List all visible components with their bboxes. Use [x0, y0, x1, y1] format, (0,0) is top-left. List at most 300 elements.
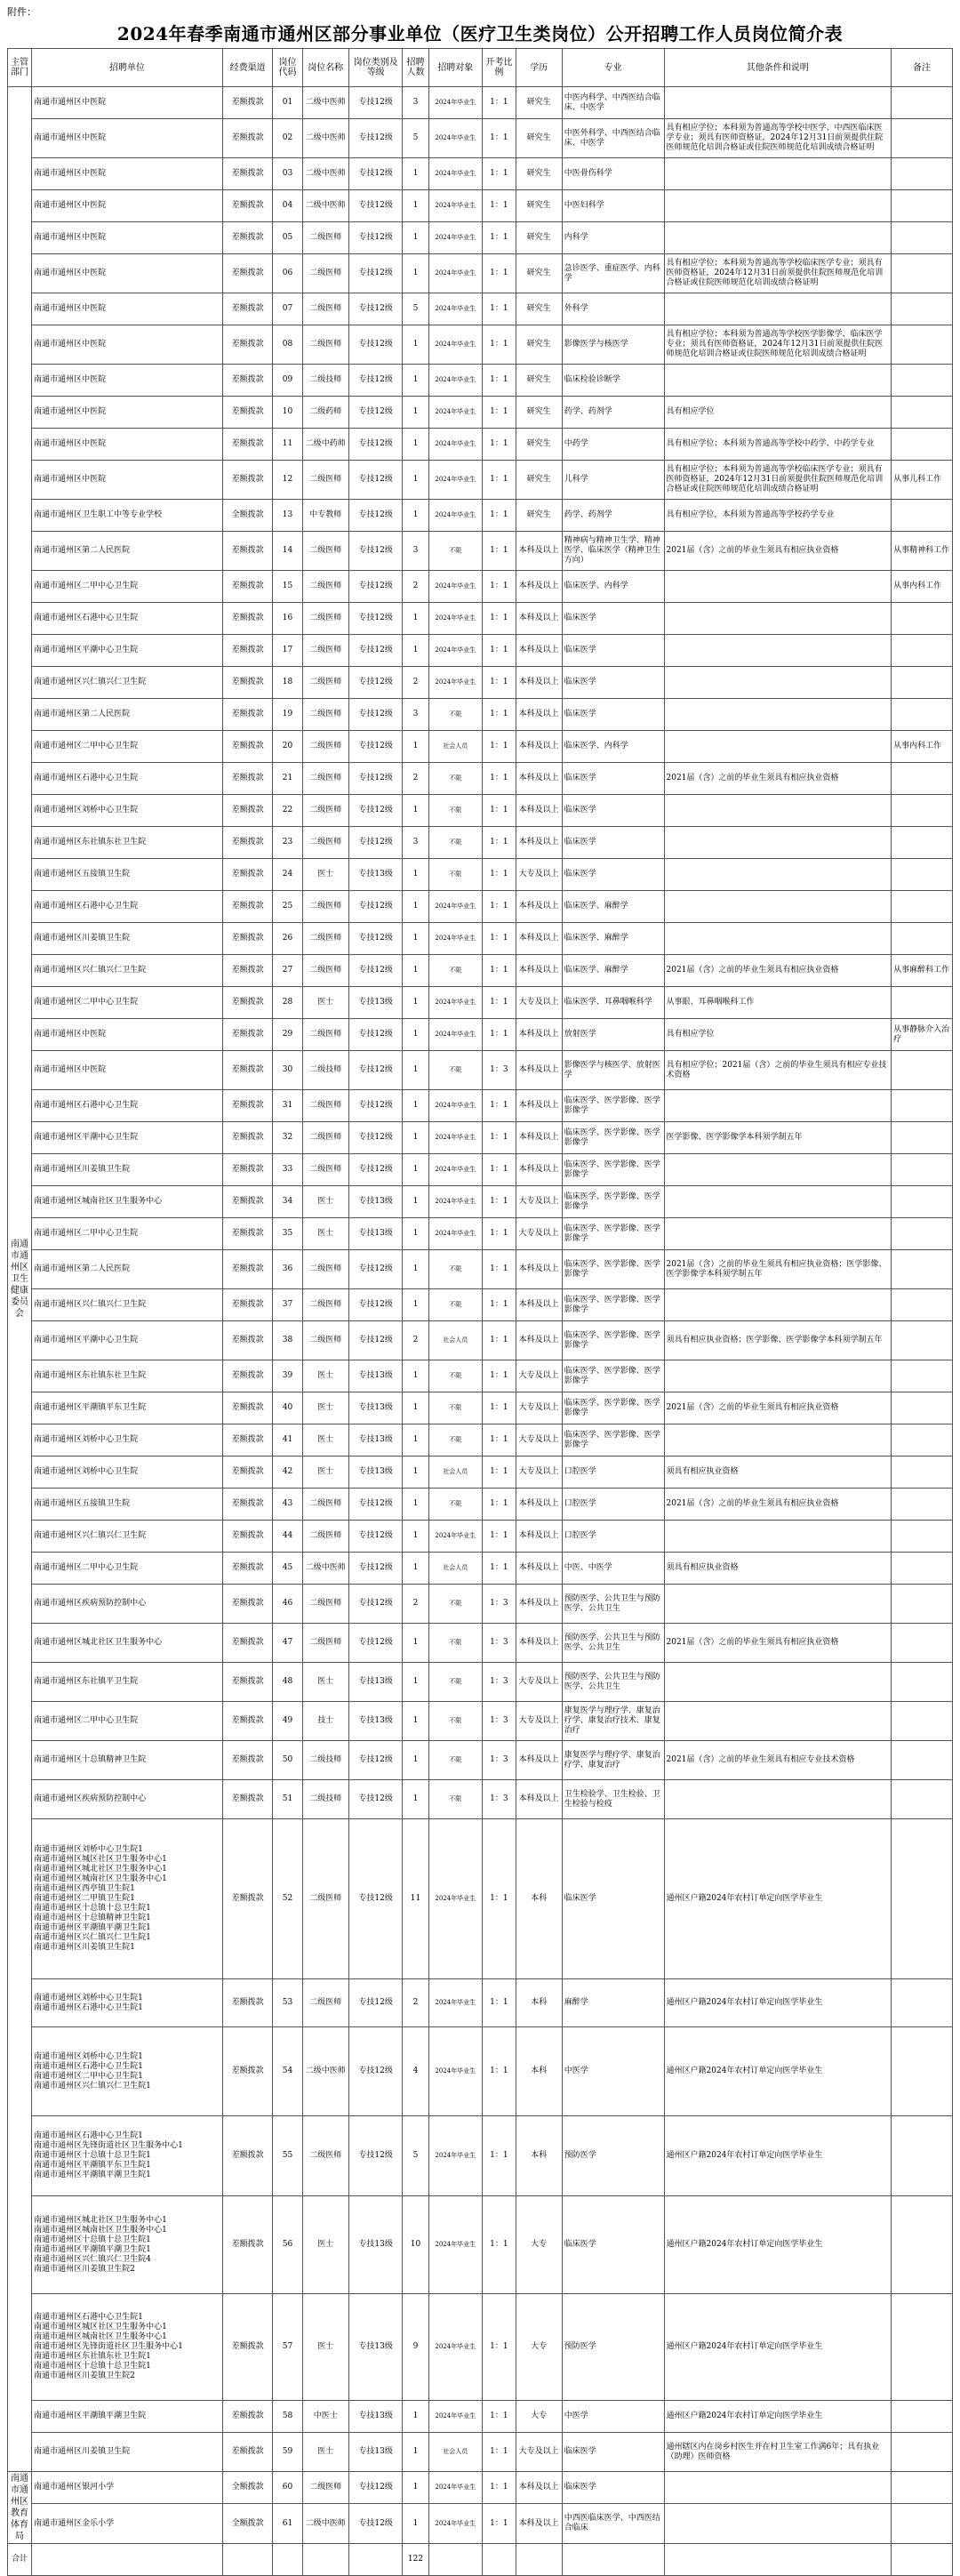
total-empty — [32, 2544, 223, 2576]
row-other: 通州区户籍2024年农村订单定向医学毕业生 — [664, 2196, 892, 2294]
row-unit: 南通市通州区中医院 — [32, 87, 223, 119]
row-category: 专技12级 — [348, 955, 403, 987]
row-ratio: 1：1 — [483, 293, 516, 325]
row-category: 专技12级 — [348, 1741, 403, 1780]
row-major: 药学、药剂学 — [562, 397, 664, 429]
row-edu: 本科及以上 — [516, 1122, 562, 1154]
row-remark — [892, 1819, 953, 1979]
row-target: 社会人员 — [428, 1553, 483, 1585]
table-row — [8, 1360, 953, 1392]
row-remark: 从事静脉介入治疗 — [892, 1019, 953, 1051]
table-row — [8, 190, 953, 222]
row-ratio: 1：1 — [483, 1218, 516, 1250]
row-edu: 大专 — [516, 2401, 562, 2433]
table-row — [8, 699, 953, 731]
row-funding: 差额拨款 — [223, 1457, 273, 1489]
row-target: 不限 — [428, 1250, 483, 1289]
row-category: 专技12级 — [348, 1489, 403, 1521]
row-category: 专技12级 — [348, 1051, 403, 1090]
row-other — [664, 1663, 892, 1702]
row-ratio: 1：1 — [483, 2027, 516, 2116]
table-row — [8, 603, 953, 635]
table-row — [8, 2116, 953, 2196]
row-unit: 南通市通州区二甲中心卫生院 — [32, 1218, 223, 1250]
row-code: 28 — [273, 987, 302, 1019]
row-major: 临床医学、医学影像、医学影像学 — [562, 1321, 664, 1360]
row-funding: 差额拨款 — [223, 859, 273, 891]
row-unit: 南通市通州区中医院 — [32, 158, 223, 190]
table-row — [8, 1186, 953, 1218]
row-target: 不限 — [428, 1702, 483, 1741]
row-post: 医士 — [302, 987, 348, 1019]
row-count: 5 — [403, 2116, 428, 2196]
table-row — [8, 2401, 953, 2433]
row-unit: 南通市通州区刘桥中心卫生院 — [32, 1457, 223, 1489]
row-funding: 差额拨款 — [223, 795, 273, 827]
row-major: 中医妇科学 — [562, 190, 664, 222]
row-target: 2024年毕业生 — [428, 293, 483, 325]
row-remark — [892, 1360, 953, 1392]
row-ratio: 1：3 — [483, 1051, 516, 1090]
row-post: 医士 — [302, 859, 348, 891]
row-edu: 本科及以上 — [516, 955, 562, 987]
row-category: 专技12级 — [348, 1624, 403, 1663]
row-ratio: 1：3 — [483, 1624, 516, 1663]
row-edu: 本科及以上 — [516, 795, 562, 827]
row-ratio: 1：1 — [483, 955, 516, 987]
row-category: 专技13级 — [348, 1360, 403, 1392]
row-major: 临床医学、麻醉学 — [562, 955, 664, 987]
row-edu: 本科及以上 — [516, 603, 562, 635]
row-remark — [892, 1521, 953, 1553]
row-remark — [892, 1289, 953, 1321]
row-target: 2024年毕业生 — [428, 2472, 483, 2504]
table-row — [8, 2196, 953, 2294]
row-unit: 南通市通州区中医院 — [32, 1019, 223, 1051]
row-target: 2024年毕业生 — [428, 429, 483, 461]
row-unit: 南通市通州区二甲中心卫生院 — [32, 571, 223, 603]
row-code: 15 — [273, 571, 302, 603]
row-edu: 本科及以上 — [516, 1154, 562, 1186]
row-ratio: 1：1 — [483, 2472, 516, 2504]
table-row — [8, 1702, 953, 1741]
row-post: 二级中药师 — [302, 429, 348, 461]
row-target: 2024年毕业生 — [428, 2027, 483, 2116]
row-other — [664, 1090, 892, 1122]
row-count: 1 — [403, 1624, 428, 1663]
row-code: 03 — [273, 158, 302, 190]
row-count: 2 — [403, 1321, 428, 1360]
row-count: 10 — [403, 2196, 428, 2294]
row-category: 专技13级 — [348, 2433, 403, 2472]
row-code: 07 — [273, 293, 302, 325]
row-category: 专技12级 — [348, 397, 403, 429]
row-edu: 本科及以上 — [516, 1090, 562, 1122]
annex-label: 附件： — [7, 6, 36, 18]
row-edu: 大专 — [516, 2196, 562, 2294]
row-edu: 本科及以上 — [516, 1321, 562, 1360]
row-target: 不限 — [428, 1289, 483, 1321]
row-code: 31 — [273, 1090, 302, 1122]
row-post: 二级医师 — [302, 532, 348, 571]
header-major: 专业 — [562, 49, 664, 87]
row-edu: 本科及以上 — [516, 1585, 562, 1624]
row-code: 25 — [273, 891, 302, 923]
row-other — [664, 158, 892, 190]
row-category: 专技13级 — [348, 1186, 403, 1218]
row-edu: 研究生 — [516, 365, 562, 397]
row-unit: 南通市通州区疾病预防控制中心 — [32, 1585, 223, 1624]
row-other: 具有相应学位；本科须为普通高等学校医学影像学、临床医学专业；须具有医师资格证，2024年12月31日前须提供住院医师规范化培训合格证或住院医师规范化培训成绩合格证明 — [664, 325, 892, 365]
row-funding: 差额拨款 — [223, 1122, 273, 1154]
row-other — [664, 635, 892, 667]
row-edu: 本科及以上 — [516, 1019, 562, 1051]
row-count: 1 — [403, 603, 428, 635]
row-post: 医士 — [302, 2433, 348, 2472]
row-funding: 差额拨款 — [223, 987, 273, 1019]
row-funding: 差额拨款 — [223, 119, 273, 158]
row-category: 专技12级 — [348, 1553, 403, 1585]
table-row — [8, 1289, 953, 1321]
row-other: 2021届（含）之前的毕业生须具有相应执业资格 — [664, 1489, 892, 1521]
row-post: 医士 — [302, 1663, 348, 1702]
table-row — [8, 87, 953, 119]
row-major: 临床医学、医学影像、医学影像学 — [562, 1122, 664, 1154]
row-post: 二级医师 — [302, 461, 348, 500]
row-remark — [892, 1051, 953, 1090]
row-target: 不限 — [428, 699, 483, 731]
table-row — [8, 795, 953, 827]
row-ratio: 1：1 — [483, 603, 516, 635]
row-major: 预防医学、公共卫生与预防医学、公共卫生 — [562, 1585, 664, 1624]
row-ratio: 1：3 — [483, 1741, 516, 1780]
row-ratio: 1：1 — [483, 254, 516, 293]
total-empty — [892, 2544, 953, 2576]
row-remark — [892, 795, 953, 827]
total-empty — [348, 2544, 403, 2576]
row-funding: 差额拨款 — [223, 222, 273, 254]
row-post: 二级中医师 — [302, 1553, 348, 1585]
row-count: 1 — [403, 891, 428, 923]
row-unit: 南通市通州区平潮中心卫生院 — [32, 1321, 223, 1360]
row-remark — [892, 365, 953, 397]
row-unit: 南通市通州区中医院 — [32, 429, 223, 461]
row-ratio: 1：1 — [483, 1019, 516, 1051]
row-major: 临床医学 — [562, 667, 664, 699]
row-funding: 差额拨款 — [223, 1392, 273, 1424]
row-edu: 研究生 — [516, 222, 562, 254]
row-major: 儿科学 — [562, 461, 664, 500]
row-code: 01 — [273, 87, 302, 119]
row-edu: 大专及以上 — [516, 1392, 562, 1424]
row-ratio: 1：1 — [483, 1360, 516, 1392]
row-major: 预防医学 — [562, 2116, 664, 2196]
table-row — [8, 1663, 953, 1702]
row-remark — [892, 667, 953, 699]
row-code: 27 — [273, 955, 302, 987]
row-post: 二级医师 — [302, 731, 348, 763]
row-remark — [892, 222, 953, 254]
row-other — [664, 667, 892, 699]
table-row — [8, 1741, 953, 1780]
row-edu: 大专 — [516, 2294, 562, 2401]
row-other — [664, 731, 892, 763]
row-major: 临床医学 — [562, 603, 664, 635]
row-ratio: 1：1 — [483, 827, 516, 859]
row-category: 专技12级 — [348, 1289, 403, 1321]
row-code: 43 — [273, 1489, 302, 1521]
row-ratio: 1：1 — [483, 923, 516, 955]
row-other — [664, 2472, 892, 2504]
positions-table — [7, 48, 953, 2576]
row-unit: 南通市通州区城南社区卫生服务中心 — [32, 1186, 223, 1218]
row-edu: 本科及以上 — [516, 763, 562, 795]
row-unit: 南通市通州区刘桥中心卫生院1 南通市通州区城区社区卫生服务中心1 南通市通州区城北社区卫生服务中心1 南通市通州区城南社区卫生服务中心1 南通市通州区西亭镇卫生院1 南通市通州区二甲镇卫生院1 南通市通州区十总镇十总卫生院1 南通市通州区十总镇精神卫生院1 南通市通州区平潮镇平潮卫生院1 南通市通州区兴仁镇兴仁卫生院1 南通市通州区川姜镇卫生院1 — [32, 1819, 223, 1979]
row-count: 1 — [403, 1154, 428, 1186]
row-ratio: 1：1 — [483, 119, 516, 158]
row-funding: 差额拨款 — [223, 1186, 273, 1218]
row-other: 2021届（含）之前的毕业生须具有相应专业技术资格 — [664, 1741, 892, 1780]
row-edu: 研究生 — [516, 87, 562, 119]
table-body — [8, 87, 953, 2544]
row-unit: 南通市通州区东社镇东社卫生院 — [32, 1360, 223, 1392]
row-ratio: 1：3 — [483, 1780, 516, 1819]
row-remark — [892, 1154, 953, 1186]
row-remark — [892, 2433, 953, 2472]
row-code: 02 — [273, 119, 302, 158]
row-unit: 南通市通州区十总镇精神卫生院 — [32, 1741, 223, 1780]
row-post: 二级医师 — [302, 955, 348, 987]
row-funding: 差额拨款 — [223, 1289, 273, 1321]
row-ratio: 1：1 — [483, 2294, 516, 2401]
row-major: 康复医学与理疗学、康复治疗学、康复治疗 — [562, 1741, 664, 1780]
row-major: 临床检验诊断学 — [562, 365, 664, 397]
row-post: 二级医师 — [302, 827, 348, 859]
row-other — [664, 1289, 892, 1321]
row-post: 二级中医师 — [302, 2504, 348, 2544]
table-row — [8, 731, 953, 763]
total-empty — [302, 2544, 348, 2576]
header-dept: 主管部门 — [8, 49, 32, 87]
row-remark — [892, 891, 953, 923]
row-unit: 南通市通州区疾病预防控制中心 — [32, 1780, 223, 1819]
row-category: 专技12级 — [348, 119, 403, 158]
row-major: 中医学 — [562, 2027, 664, 2116]
row-category: 专技12级 — [348, 2116, 403, 2196]
row-target: 不限 — [428, 532, 483, 571]
row-unit: 南通市通州区兴仁镇兴仁卫生院 — [32, 667, 223, 699]
table-row — [8, 1457, 953, 1489]
table-row — [8, 1553, 953, 1585]
row-category: 专技12级 — [348, 190, 403, 222]
row-funding: 差额拨款 — [223, 325, 273, 365]
row-post: 二级技师 — [302, 1780, 348, 1819]
row-code: 60 — [273, 2472, 302, 2504]
row-other — [664, 2504, 892, 2544]
row-other — [664, 859, 892, 891]
row-target: 2024年毕业生 — [428, 461, 483, 500]
row-post: 二级医师 — [302, 571, 348, 603]
row-unit: 南通市通州区石港中心卫生院 — [32, 763, 223, 795]
table-row — [8, 1218, 953, 1250]
header-unit: 招聘单位 — [32, 49, 223, 87]
row-ratio: 1：1 — [483, 859, 516, 891]
row-code: 06 — [273, 254, 302, 293]
row-ratio: 1：1 — [483, 429, 516, 461]
row-funding: 差额拨款 — [223, 87, 273, 119]
table-row — [8, 2027, 953, 2116]
row-ratio: 1：1 — [483, 1154, 516, 1186]
row-unit: 南通市通州区兴仁镇兴仁卫生院 — [32, 1289, 223, 1321]
row-edu: 研究生 — [516, 254, 562, 293]
row-count: 1 — [403, 1289, 428, 1321]
row-code: 57 — [273, 2294, 302, 2401]
header-remark: 备注 — [892, 49, 953, 87]
row-other — [664, 87, 892, 119]
table-row — [8, 987, 953, 1019]
row-post: 二级医师 — [302, 1819, 348, 1979]
row-other — [664, 1218, 892, 1250]
row-funding: 差额拨款 — [223, 1051, 273, 1090]
row-post: 二级医师 — [302, 635, 348, 667]
row-count: 1 — [403, 1090, 428, 1122]
row-category: 专技12级 — [348, 222, 403, 254]
table-row — [8, 532, 953, 571]
row-count: 1 — [403, 1457, 428, 1489]
row-unit: 南通市通州区川姜镇卫生院 — [32, 2433, 223, 2472]
header-funding: 经费渠道 — [223, 49, 273, 87]
row-post: 二级医师 — [302, 1521, 348, 1553]
table-row — [8, 500, 953, 532]
row-major: 临床医学、内科学 — [562, 731, 664, 763]
row-funding: 差额拨款 — [223, 635, 273, 667]
row-category: 专技13级 — [348, 1702, 403, 1741]
row-ratio: 1：1 — [483, 1521, 516, 1553]
row-post: 医士 — [302, 1360, 348, 1392]
row-target: 2024年毕业生 — [428, 1979, 483, 2027]
row-count: 1 — [403, 1019, 428, 1051]
row-funding: 差额拨款 — [223, 2401, 273, 2433]
row-other — [664, 1154, 892, 1186]
row-remark — [892, 1624, 953, 1663]
row-target: 不限 — [428, 795, 483, 827]
row-remark — [892, 1218, 953, 1250]
row-major: 临床医学 — [562, 827, 664, 859]
row-unit: 南通市通州区平潮镇平东卫生院 — [32, 1392, 223, 1424]
row-edu: 本科 — [516, 2116, 562, 2196]
row-other — [664, 222, 892, 254]
row-major: 中医、中医学 — [562, 1553, 664, 1585]
row-post: 二级中医师 — [302, 190, 348, 222]
table-row — [8, 667, 953, 699]
row-unit: 南通市通州区二甲中心卫生院 — [32, 731, 223, 763]
row-other: 通州区户籍2024年农村订单定向医学毕业生 — [664, 2027, 892, 2116]
row-remark — [892, 1780, 953, 1819]
row-edu: 研究生 — [516, 158, 562, 190]
row-code: 53 — [273, 1979, 302, 2027]
row-count: 1 — [403, 1553, 428, 1585]
row-other — [664, 1521, 892, 1553]
row-post: 二级医师 — [302, 2472, 348, 2504]
row-funding: 差额拨款 — [223, 397, 273, 429]
row-category: 专技13级 — [348, 987, 403, 1019]
row-count: 1 — [403, 500, 428, 532]
row-edu: 本科及以上 — [516, 635, 562, 667]
row-edu: 本科及以上 — [516, 667, 562, 699]
row-category: 专技12级 — [348, 293, 403, 325]
row-edu: 大专及以上 — [516, 1663, 562, 1702]
row-major: 临床医学 — [562, 2196, 664, 2294]
row-ratio: 1：1 — [483, 158, 516, 190]
row-category: 专技12级 — [348, 500, 403, 532]
row-count: 1 — [403, 158, 428, 190]
header-code: 岗位代码 — [273, 49, 302, 87]
row-funding: 差额拨款 — [223, 532, 273, 571]
row-code: 33 — [273, 1154, 302, 1186]
row-count: 1 — [403, 254, 428, 293]
row-target: 2024年毕业生 — [428, 158, 483, 190]
row-remark — [892, 500, 953, 532]
row-post: 二级医师 — [302, 1624, 348, 1663]
row-post: 中医士 — [302, 2401, 348, 2433]
row-major: 临床医学 — [562, 2472, 664, 2504]
row-other — [664, 365, 892, 397]
row-other — [664, 1186, 892, 1218]
row-major: 临床医学、麻醉学 — [562, 891, 664, 923]
table-row — [8, 222, 953, 254]
row-edu: 大专及以上 — [516, 1218, 562, 1250]
row-category: 专技12级 — [348, 461, 403, 500]
total-count: 122 — [403, 2544, 428, 2576]
row-code: 59 — [273, 2433, 302, 2472]
row-major: 康复医学与理疗学、康复治疗学、康复治疗技术、康复治疗 — [562, 1702, 664, 1741]
row-major: 中医学 — [562, 2401, 664, 2433]
row-target: 2024年毕业生 — [428, 397, 483, 429]
row-category: 专技13级 — [348, 2294, 403, 2401]
table-row — [8, 293, 953, 325]
row-other — [664, 891, 892, 923]
row-funding: 差额拨款 — [223, 293, 273, 325]
row-edu: 本科及以上 — [516, 923, 562, 955]
row-remark — [892, 827, 953, 859]
row-remark — [892, 1489, 953, 1521]
table-row — [8, 2504, 953, 2544]
header-post: 岗位名称 — [302, 49, 348, 87]
row-count: 2 — [403, 571, 428, 603]
row-funding: 差额拨款 — [223, 731, 273, 763]
row-ratio: 1：1 — [483, 365, 516, 397]
row-unit: 南通市通州区刘桥中心卫生院 — [32, 1424, 223, 1457]
row-count: 1 — [403, 2472, 428, 2504]
row-major: 临床医学、医学影像、医学影像学 — [562, 1289, 664, 1321]
row-category: 专技13级 — [348, 859, 403, 891]
row-count: 11 — [403, 1819, 428, 1979]
row-ratio: 1：1 — [483, 891, 516, 923]
row-ratio: 1：1 — [483, 2433, 516, 2472]
row-post: 二级医师 — [302, 1489, 348, 1521]
row-funding: 差额拨款 — [223, 2433, 273, 2472]
row-count: 1 — [403, 222, 428, 254]
row-remark — [892, 325, 953, 365]
total-empty — [273, 2544, 302, 2576]
row-category: 专技12级 — [348, 2472, 403, 2504]
row-other: 具有相应学位，本科须为普通高等学校药学专业 — [664, 500, 892, 532]
row-remark — [892, 1186, 953, 1218]
table-row — [8, 1321, 953, 1360]
row-count: 2 — [403, 763, 428, 795]
total-row — [8, 2544, 953, 2576]
row-other: 具有相应学位 — [664, 1019, 892, 1051]
